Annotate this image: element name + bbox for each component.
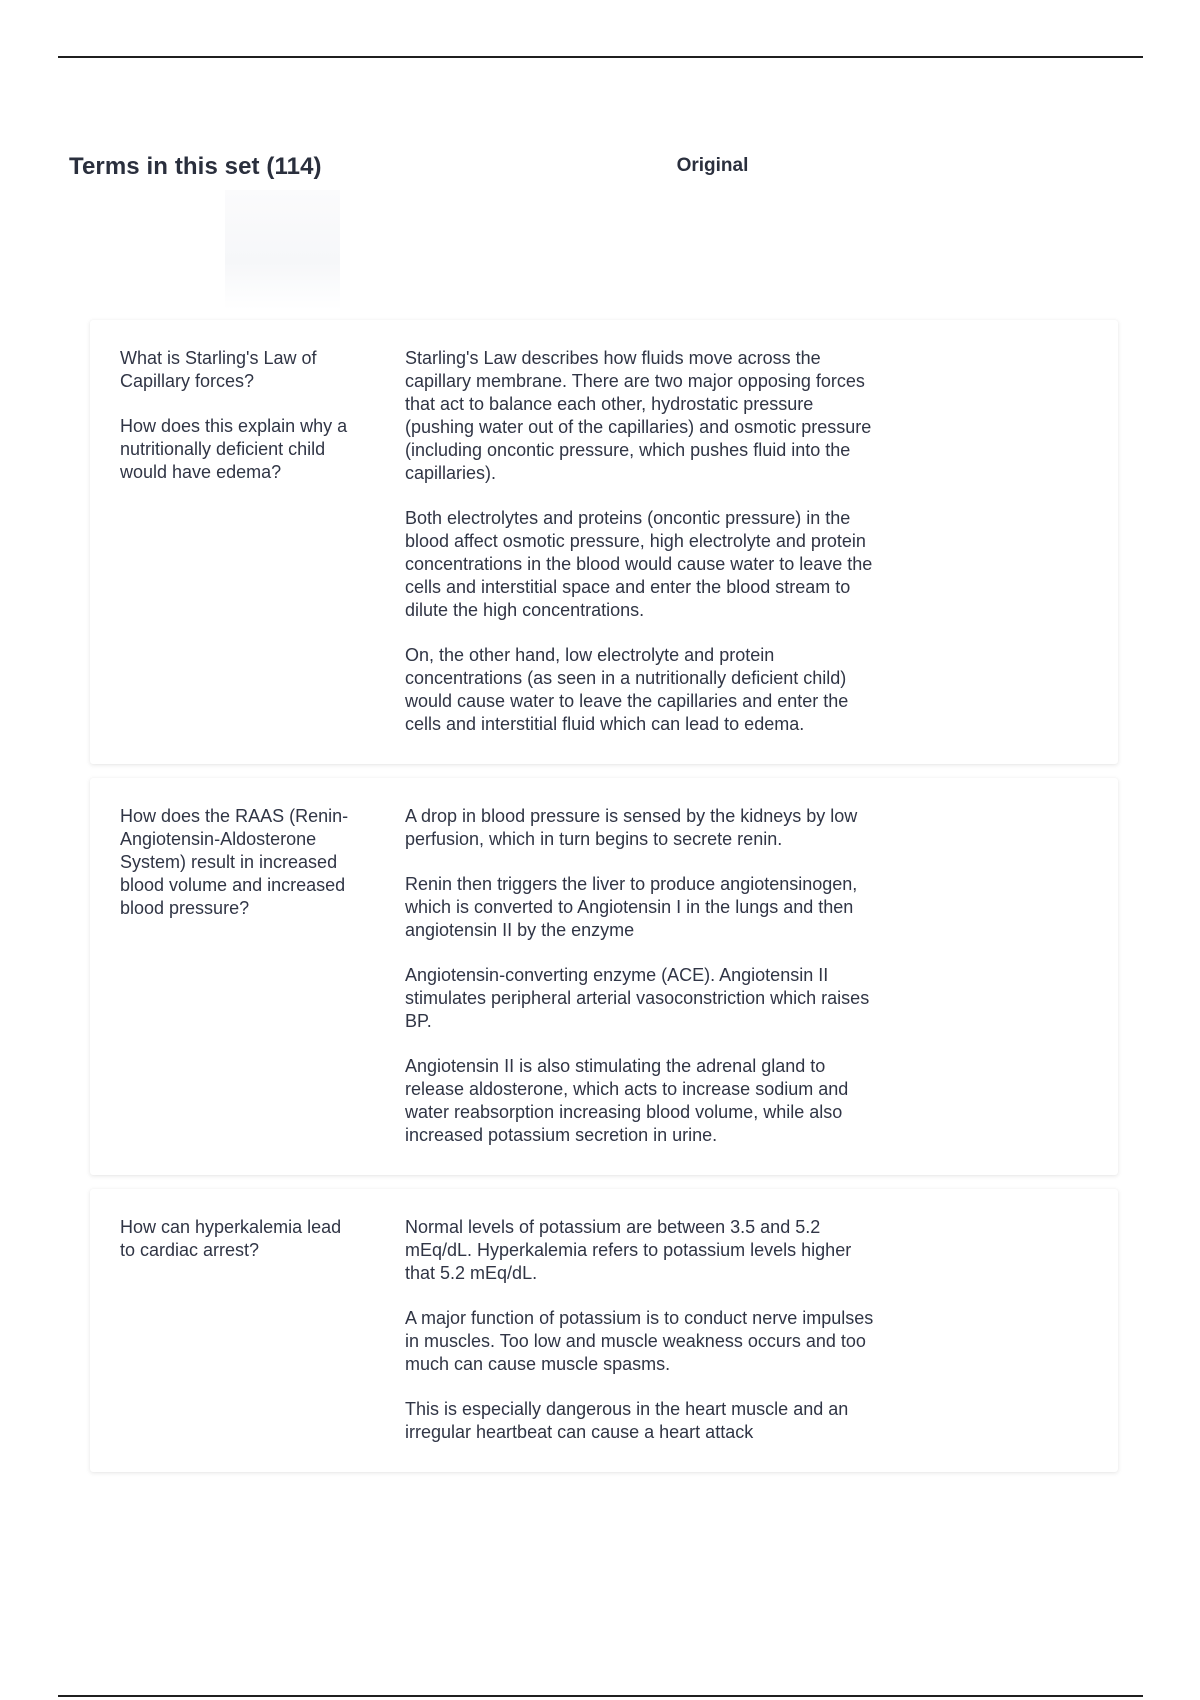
- definition-text: Angiotensin II is also stimulating the adrenal gland to release aldosterone, which acts to increase sodium and water reabsorption increasing blood volume, while also increased potassium secretion in urine.: [405, 1056, 849, 1145]
- term-card: [90, 320, 1118, 764]
- term-text: How does the RAAS (Renin-Angiotensin-Aldosterone System) result in increased blood volume and increased blood pressure?: [120, 806, 349, 918]
- set-label: Original: [676, 155, 749, 176]
- definition-text: Both electrolytes and proteins (oncontic pressure) in the blood affect osmotic pressure, high electrolyte and protein concentrations in the blood would cause water to leave the cells and interstitial space and enter the blood stream to dilute the high concentrations.: [405, 508, 873, 620]
- card-definition: [405, 1216, 885, 1444]
- faded-artifact: [225, 190, 340, 310]
- definition-text: Starling's Law describes how fluids move across the capillary membrane. There are two major opposing forces that act to balance each other, hydrostatic pressure (pushing water out of the capillaries) and osmotic pressure (including oncontic pressure, which pushes fluid into the capillaries).: [405, 348, 872, 483]
- term-text: What is Starling's Law of Capillary forces?: [120, 348, 317, 391]
- top-divider: [58, 56, 1143, 58]
- set-heading: Terms in this set (114): [69, 153, 322, 180]
- definition-text: A drop in blood pressure is sensed by the kidneys by low perfusion, which in turn begins to secrete renin.: [405, 806, 858, 849]
- term-card: [90, 1189, 1118, 1472]
- definition-text: Angiotensin-converting enzyme (ACE). Angiotensin II stimulates peripheral arterial vasoconstriction which raises BP.: [405, 965, 870, 1031]
- term-text: How does this explain why a nutritionally deficient child would have edema?: [120, 416, 348, 482]
- definition-text: Normal levels of potassium are between 3.5 and 5.2 mEq/dL. Hyperkalemia refers to potassium levels higher that 5.2 mEq/dL.: [405, 1217, 852, 1283]
- definition-text: Renin then triggers the liver to produce angiotensinogen, which is converted to Angiotensin I in the lungs and then angiotensin II by the enzyme: [405, 874, 858, 940]
- card-definition: [405, 805, 885, 1147]
- card-term: [120, 1216, 350, 1444]
- definition-text: A major function of potassium is to conduct nerve impulses in muscles. Too low and muscle weakness occurs and too much can cause muscle spasms.: [405, 1308, 874, 1374]
- term-text: How can hyperkalemia lead to cardiac arrest?: [120, 1217, 342, 1260]
- card-definition: [405, 347, 885, 736]
- definition-text: This is especially dangerous in the heart muscle and an irregular heartbeat can cause a heart attack: [405, 1399, 849, 1442]
- card-term: [120, 805, 350, 1147]
- bottom-divider: [58, 1695, 1143, 1697]
- term-card-list: [90, 320, 1118, 1486]
- definition-text: On, the other hand, low electrolyte and protein concentrations (as seen in a nutritionally deficient child) would cause water to leave the capillaries and enter the cells and interstitial fluid which can lead to edema.: [405, 645, 849, 734]
- card-term: [120, 347, 350, 736]
- term-card: [90, 778, 1118, 1175]
